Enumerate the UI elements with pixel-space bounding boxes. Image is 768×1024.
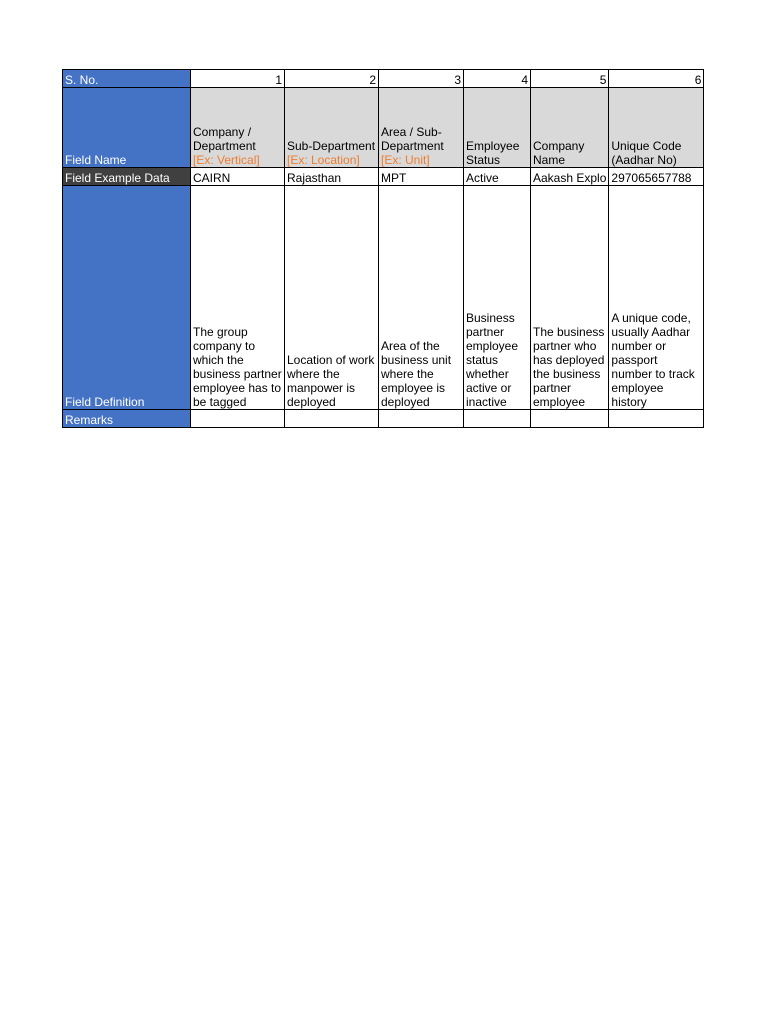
definition-cell[interactable]: Location of work where the manpower is deployed bbox=[285, 186, 379, 410]
remarks-cell[interactable] bbox=[285, 410, 379, 428]
definition-cell[interactable]: Business partner employee status whether active or inactive bbox=[464, 186, 531, 410]
remarks-cell[interactable] bbox=[191, 410, 285, 428]
remarks-cell[interactable] bbox=[464, 410, 531, 428]
field-name-label-cell[interactable]: Field Name bbox=[63, 88, 191, 168]
remarks-cell[interactable] bbox=[609, 410, 704, 428]
example-cell[interactable]: 297065657788 bbox=[609, 168, 704, 186]
field-name-cell[interactable] bbox=[379, 88, 464, 168]
definition-cell[interactable]: A unique code, usually Aadhar number or passport number to track employee history bbox=[609, 186, 704, 410]
field-name-cell[interactable]: Unique Code (Aadhar No) bbox=[609, 88, 704, 168]
example-cell[interactable]: Active bbox=[464, 168, 531, 186]
field-definition-table bbox=[62, 69, 704, 428]
remarks-cell[interactable] bbox=[531, 410, 609, 428]
sno-cell[interactable]: 3 bbox=[379, 70, 464, 88]
example-cell[interactable]: MPT bbox=[379, 168, 464, 186]
definition-cell[interactable]: The group company to which the business partner employee has to be tagged bbox=[191, 186, 285, 410]
definition-row bbox=[63, 186, 704, 410]
sno-cell[interactable]: 2 bbox=[285, 70, 379, 88]
sno-cell[interactable]: 5 bbox=[531, 70, 609, 88]
field-name-cell[interactable]: Company Name bbox=[531, 88, 609, 168]
sno-cell[interactable]: 1 bbox=[191, 70, 285, 88]
field-hint-text: [Ex: Location] bbox=[287, 153, 360, 167]
sno-label-cell[interactable]: S. No. bbox=[63, 70, 191, 88]
field-hint-text: [Ex: Vertical] bbox=[193, 153, 260, 167]
field-name-text: Area / Sub-Department bbox=[381, 125, 444, 153]
definition-label-cell[interactable]: Field Definition bbox=[63, 186, 191, 410]
field-name-cell[interactable] bbox=[285, 88, 379, 168]
example-cell[interactable]: Aakash Explo bbox=[531, 168, 609, 186]
remarks-label-cell[interactable]: Remarks bbox=[63, 410, 191, 428]
serial-number-row bbox=[63, 70, 704, 88]
example-label-cell[interactable]: Field Example Data bbox=[63, 168, 191, 186]
example-row bbox=[63, 168, 704, 186]
field-name-text: Company / Department bbox=[193, 125, 256, 153]
definition-cell[interactable]: Area of the business unit where the employee is deployed bbox=[379, 186, 464, 410]
sno-cell[interactable]: 6 bbox=[609, 70, 704, 88]
field-name-cell[interactable]: Employee Status bbox=[464, 88, 531, 168]
field-name-row bbox=[63, 88, 704, 168]
field-name-cell[interactable] bbox=[191, 88, 285, 168]
sno-cell[interactable]: 4 bbox=[464, 70, 531, 88]
remarks-row bbox=[63, 410, 704, 428]
example-cell[interactable]: CAIRN bbox=[191, 168, 285, 186]
example-cell[interactable]: Rajasthan bbox=[285, 168, 379, 186]
field-name-text: Sub-Department bbox=[287, 139, 376, 153]
definition-cell[interactable]: The business partner who has deployed the business partner employee bbox=[531, 186, 609, 410]
field-hint-text: [Ex: Unit] bbox=[381, 153, 430, 167]
remarks-cell[interactable] bbox=[379, 410, 464, 428]
